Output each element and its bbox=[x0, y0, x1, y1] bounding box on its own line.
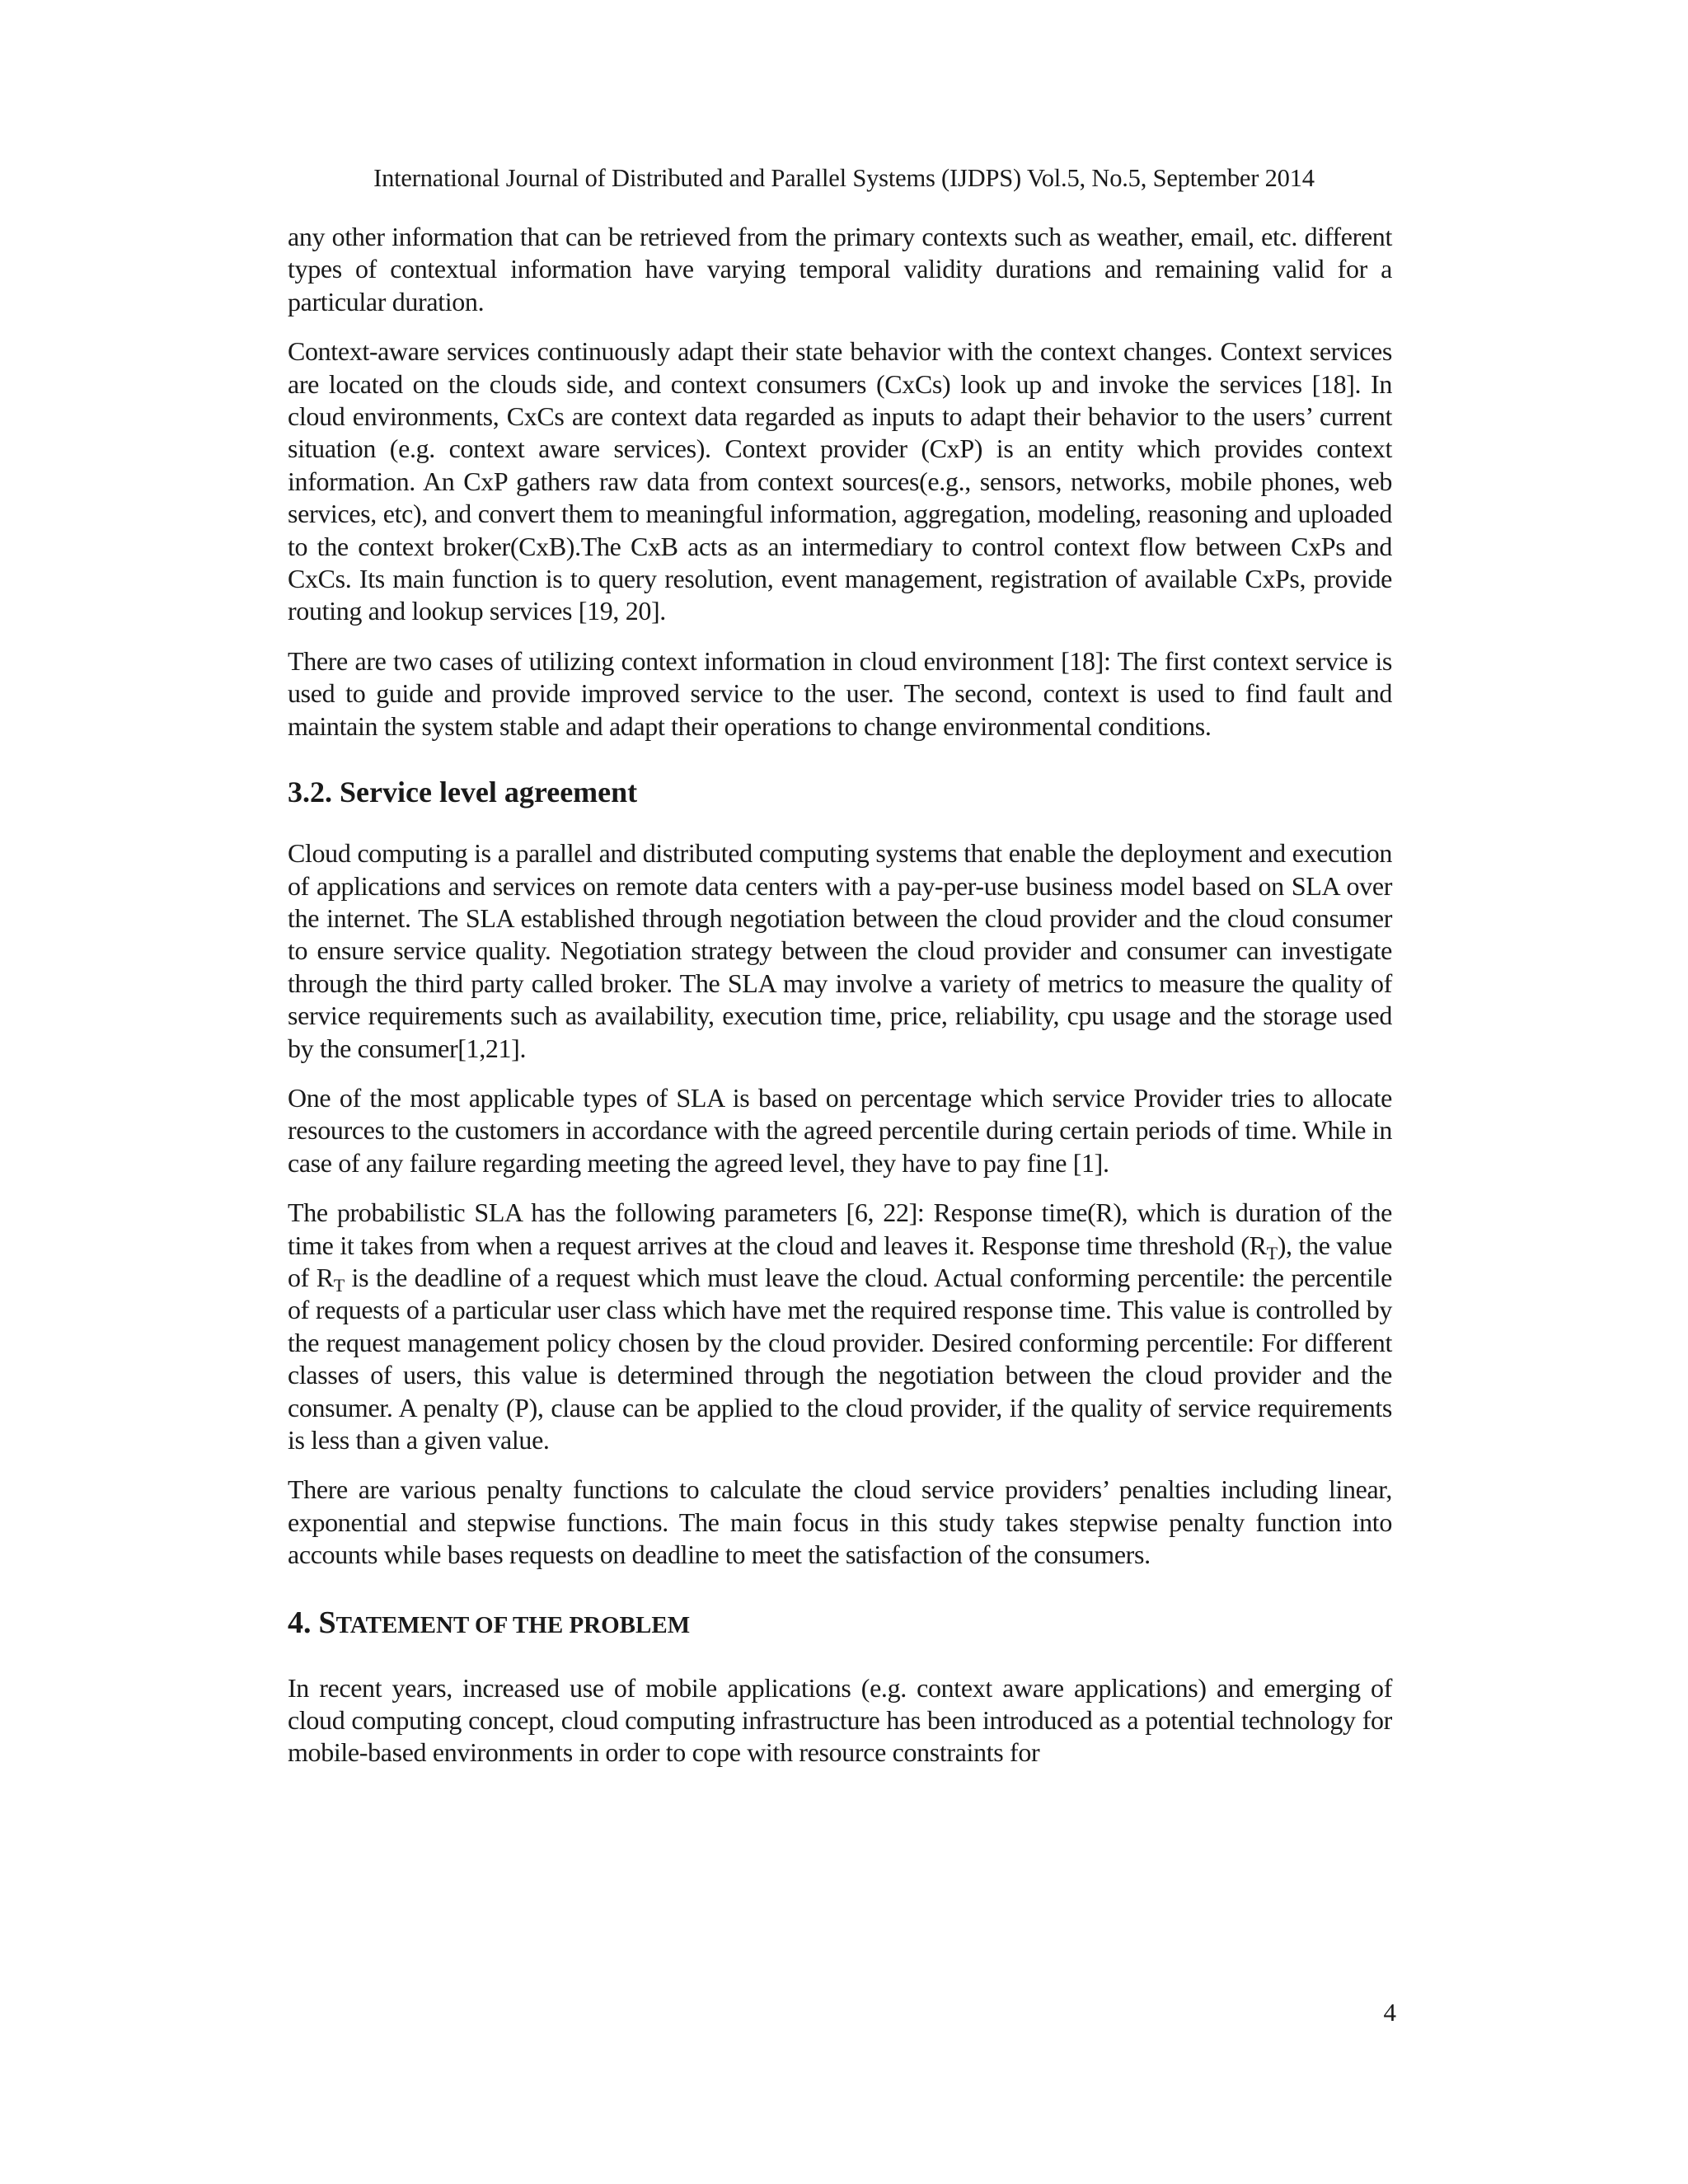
probabilistic-sla-text-3: is the deadline of a request which must leave the cloud. Actual conforming percentile: the percentile of requests of a particular user class which have met the required response time. This value is controlled by the request management policy chosen by the cloud provider. Desired conforming percentile: For different classes of users, this value is determined through the negotiation between the cloud provider and the consumer. A penalty (P), clause can be applied to the cloud provider, if the quality of service requirements is less than a given value. bbox=[288, 1262, 1392, 1455]
subsection-heading-sla: 3.2. Service level agreement bbox=[288, 776, 638, 809]
section-heading-problem-statement bbox=[288, 1605, 1392, 1643]
paragraph-probabilistic-sla bbox=[288, 1197, 1392, 1456]
section-title-initial: S bbox=[318, 1605, 336, 1640]
running-header: International Journal of Distributed and Parallel Systems (IJDPS) Vol.5, No.5, September 2014 bbox=[373, 164, 1315, 192]
paragraph-problem-statement: In recent years, increased use of mobile applications (e.g. context aware applications) and emerging of cloud computing concept, cloud computing infrastructure has been introduced as a potential technology for mobile-based environments in order to cope with resource constraints for bbox=[288, 1672, 1392, 1768]
paragraph-cloud-computing-sla: Cloud computing is a parallel and distributed computing systems that enable the deployment and execution of applications and services on remote data centers with a pay-per-use business model based on SLA over the internet. The SLA established through negotiation between the cloud provider and the cloud consumer to ensure service quality. Negotiation strategy between the cloud provider and consumer can investigate through the third party called broker. The SLA may involve a variety of metrics to measure the quality of service requirements such as availability, execution time, price, reliability, cpu usage and the storage used by the consumer[1,21]. bbox=[288, 838, 1392, 1063]
paragraph-sla-percentage: One of the most applicable types of SLA is based on percentage which service Provider tries to allocate resources to the customers in accordance with the agreed percentile during certain periods of time. While in case of any failure regarding meeting the agreed level, they have to pay fine [1]. bbox=[288, 1082, 1392, 1178]
paragraph-context-aware-services: Context-aware services continuously adapt their state behavior with the context changes. Context services are located on the clouds side, and context consumers (CxCs) look up and invoke the services [18]. In cloud environments, CxCs are context data regarded as inputs to adapt their behavior to the users’ current situation (e.g. context aware services). Context provider (CxP) is an entity which provides context information. An CxP gathers raw data from context sources(e.g., sensors, networks, mobile phones, web services, etc), and convert them to meaningful information, aggregation, modeling, reasoning and uploaded to the context broker(CxB).The CxB acts as an intermediary to control context flow between CxPs and CxCs. Its main function is to query resolution, event management, registration of available CxPs, provide routing and lookup services [19, 20]. bbox=[288, 336, 1392, 626]
page-number: 4 bbox=[1383, 1998, 1396, 2027]
probabilistic-sla-text-2: ), the value of R bbox=[288, 1230, 1392, 1292]
paragraph-penalty-functions: There are various penalty functions to calculate the cloud service providers’ penalties including linear, exponential and stepwise functions. The main focus in this study takes stepwise penalty function into accounts while bases requests on deadline to meet the satisfaction of the consumers. bbox=[288, 1474, 1392, 1570]
subscript-t-1: T bbox=[1266, 1242, 1278, 1263]
body-content bbox=[288, 221, 1392, 1787]
section-number: 4. bbox=[288, 1605, 312, 1640]
paragraph-context-use-cases: There are two cases of utilizing context information in cloud environment [18]: The first context service is used to guide and provide improved service to the user. The second, context is used to find fault and maintain the system stable and adapt their operations to change environmental conditions. bbox=[288, 645, 1392, 741]
probabilistic-sla-text-1: The probabilistic SLA has the following parameters [6, 22]: Response time(R), which is duration of the time it takes from when a request arrives at the cloud and leaves it. Response time threshold (R bbox=[288, 1197, 1392, 1260]
section-title-rest: TATEMENT OF THE PROBLEM bbox=[335, 1611, 691, 1638]
paragraph-context-continued: any other information that can be retrieved from the primary contexts such as weather, email, etc. different types of contextual information have varying temporal validity durations and remaining valid for a particular duration. bbox=[288, 222, 1392, 316]
subscript-t-2: T bbox=[333, 1274, 345, 1296]
